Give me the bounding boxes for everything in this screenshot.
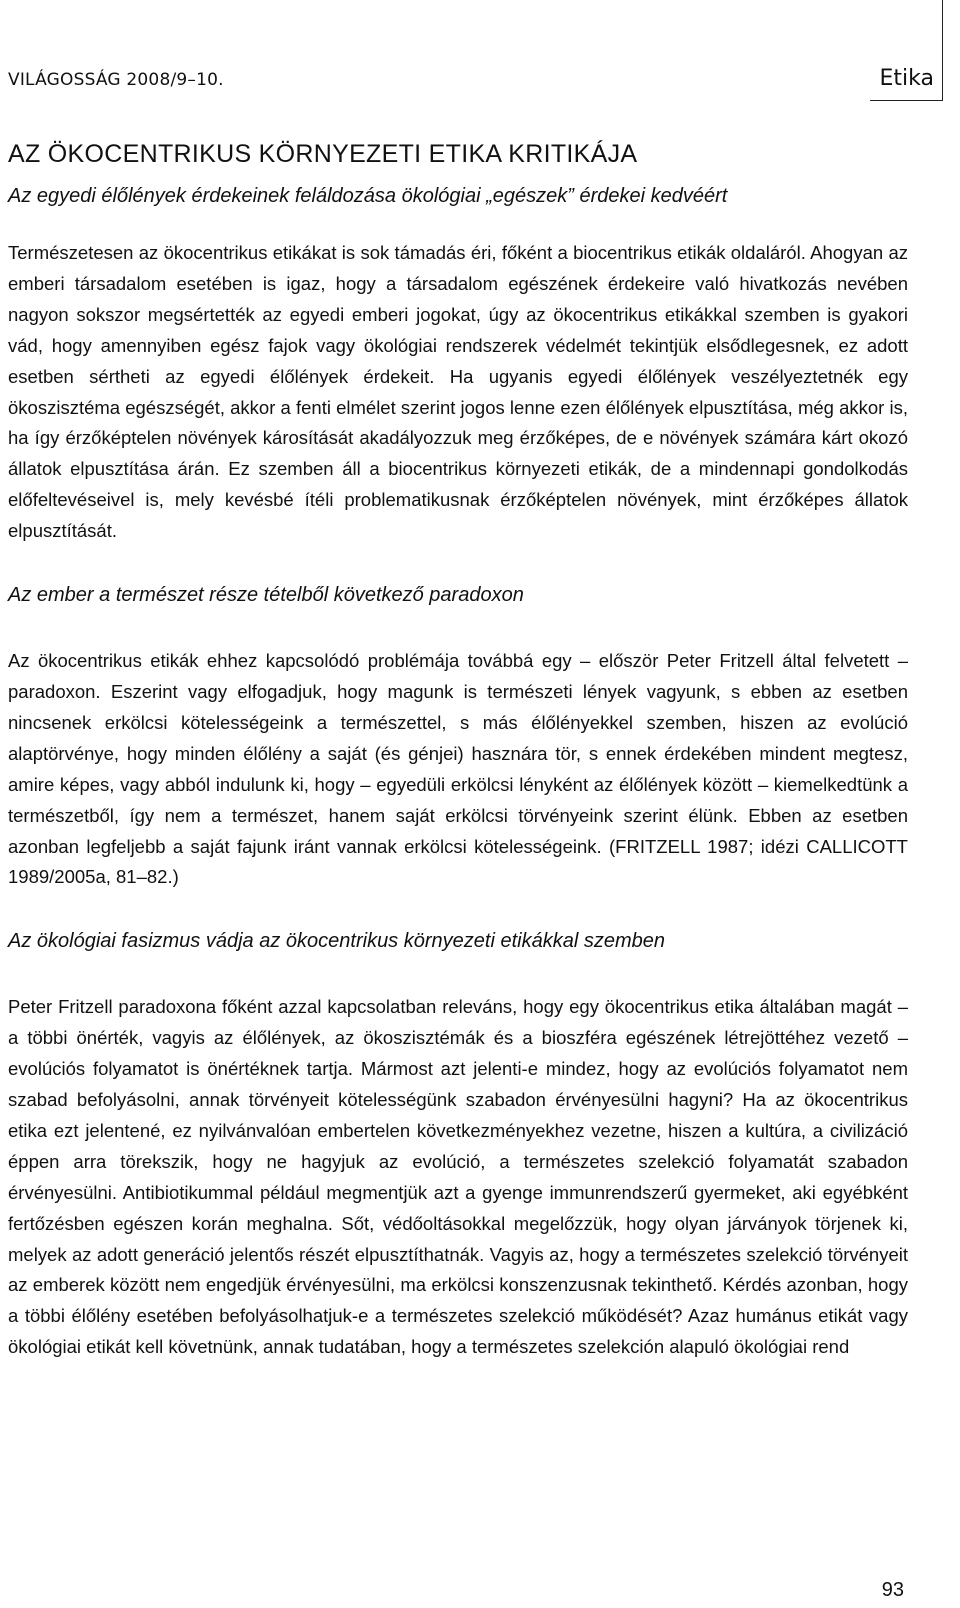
header-rule-vertical — [942, 0, 943, 101]
page-number: 93 — [881, 1579, 904, 1601]
paragraph-3: Peter Fritzell paradoxona főként azzal kapcsolatban releváns, hogy egy ökocentrikus etika általában magát – a többi önérték, vagyis az élőlények, az ökoszisztémák és a bioszféra egészének létrejöttéhez vezető – evolúciós folyamatot is önértéknek tartja. Mármost azt jelenti-e mindez, hogy az evolúciós folyamatot nem szabad befolyásolni, annak törvényeit kötelességünk szabadon érvényesülni hagyni? Ha az ökocentrikus etika ezt jelentené, ez nyilvánvalóan embertelen következményekhez vezetne, hiszen a kultúra, a civilizáció éppen arra törekszik, hogy ne hagyjuk az evolúció, a természetes szelekció folyamatát szabadon érvényesülni. Antibiotikummal például megmentjük azt a gyenge immunrendszerű gyermeket, aki egyébként fertőzésben egészen korán meghalna. Sőt, védőoltásokkal megelőzzük, hogy olyan járványok törjenek ki, melyek az adott generáció jelentős részét elpusztíthatnák. Vagyis az, hogy a természetes szelekció törvényeit az emberek között nem engedjük érvényesülni, ma erkölcsi konszenzusnak tekinthető. Kérdés azonban, hogy a többi élőlény esetében befolyásolhatjuk-e a természetes szelekció működését? Azaz humánus etikát vagy ökológiai etikát kell követnünk, annak tudatában, hogy a természetes szelekción alapuló ökológiai rend — [8, 996, 908, 1358]
article-title: AZ ÖKOCENTRIKUS KÖRNYEZETI ETIKA KRITIKÁJA — [8, 140, 638, 168]
section-heading-ecofascism: Az ökológiai fasizmus vádja az ökocentrikus környezeti etikákkal szemben — [8, 930, 665, 953]
paragraph-1: Természetesen az ökocentrikus etikákat is sok támadás éri, főként a biocentrikus etikák oldaláról. Ahogyan az emberi társadalom esetében is igaz, hogy a társadalom egészének érdekeire való hivatkozás nevében nagyon sokszor megsértették az egyedi emberi jogokat, úgy az ökocentrikus etikákkal szemben is gyakori vád, hogy amennyiben egész fajok vagy ökológiai rendszerek védelmét tekintjük elsődlegesnek, ez adott esetben sértheti az egyedi élőlények érdekeit. Ha ugyanis egyedi élőlények veszélyeztetnék egy ökoszisztéma egészségét, akkor a fenti elmélet szerint jogos lenne ezen élőlények elpusztítása, még akkor is, ha így érzőképtelen növények károsítását akadályozzuk meg érzőképes, de e növények számára kárt okozó állatok elpusztítása árán. Ez szemben áll a biocentrikus környezeti etikák, de a mindennapi gondolkodás előfeltevéseivel is, mely kevésbé ítéli problematikusnak érzőképtelen növények, mint érzőképes állatok elpusztítását. — [8, 242, 908, 542]
paragraph-2: Az ökocentrikus etikák ehhez kapcsolódó problémája továbbá egy – először Peter Fritzell által felvetett – paradoxon. Eszerint vagy elfogadjuk, hogy magunk is természeti lények vagyunk, s ebben az esetben nincsenek erkölcsi kötelességeink a természettel, s más élőlényekkel szemben, hiszen az evolúció alaptörvénye, hogy minden élőlény a saját (és génjei) hasznára tör, s ennek érdekében mindent megtesz, amire képes, vagy abból indulunk ki, hogy – egyedüli erkölcsi lényként az élőlények között – kiemelkedtünk a természetből, így nem a természet, hanem saját erkölcsi törvényeink szerint élünk. Ebben az esetben azonban legfeljebb a saját fajunk iránt vannak erkölcsi kötelességeink. (FRITZELL 1987; idézi CALLICOTT 1989/2005a, 81–82.) — [8, 650, 908, 888]
header-rule-horizontal — [870, 100, 943, 101]
article-body — [8, 134, 908, 1363]
section-header: Etika — [879, 66, 934, 91]
article-subtitle: Az egyedi élőlények érdekeinek feláldozása ökológiai „egészek” érdekei kedvéért — [8, 185, 728, 207]
journal-header: VILÁGOSSÁG 2008/9–10. — [8, 70, 224, 90]
section-heading-paradox: Az ember a természet része tételből következő paradoxon — [8, 584, 524, 607]
